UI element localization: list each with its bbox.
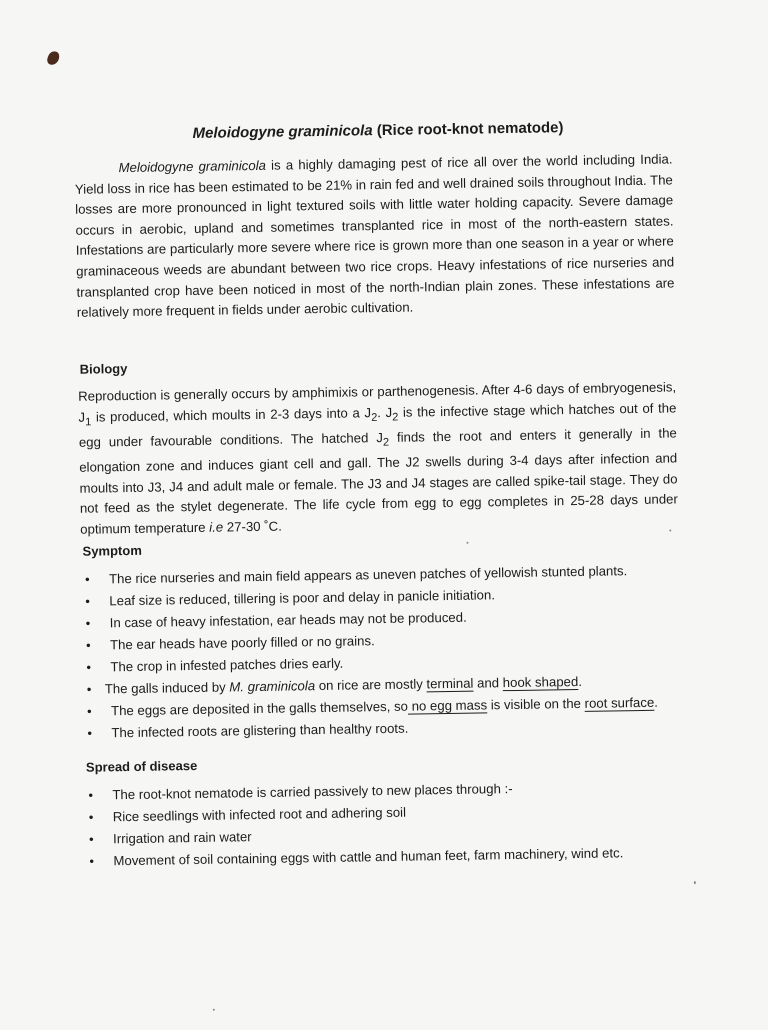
- biology-heading: Biology: [79, 361, 128, 377]
- biology-sub-3: 2: [392, 410, 399, 424]
- list-item: • Movement of soil containing eggs with cattle and human feet, farm machinery, wind etc.: [85, 841, 705, 873]
- intro-species-name: Meloidogyne graminicola: [118, 157, 267, 176]
- biology-text-3: . J: [377, 404, 393, 420]
- galls-species: M. graminicola: [229, 678, 316, 695]
- biology-sub-4: 2: [382, 436, 390, 449]
- list-item: • Rice seedlings with infected root and adhering soil: [85, 797, 705, 829]
- paper-speck: [213, 1009, 215, 1011]
- biology-text-5: finds the root and enters it generally in the elongation zone and induces giant cell and gall. The J2 swells during 3-4 days after infection and moults into J3, J4 and adult male or female. The J3 and J4 stages are called spike-tail stage. They do not feed as the stylet degenerate. The life cycle from egg to egg completes in 25-28 days under optimum temperature: [79, 425, 678, 537]
- intro-text: is a highly damaging pest of rice all over the world including India. Yield loss in rice has been estimated to be 21% in rain fed and well drained soils throughout India. The losses are more pronounced in light textured soils with little water holding capacity. Severe damage occurs in aerobic, upland and sometimes transplanted rice in most of the north-eastern states. Infestations are particularly more severe where rice is grown more than one season in a year or where graminaceous weeds are abundant between two rice crops. Heavy infestations of rice nurseries and transplanted crop have been noticed in most of the north-Indian plain zones. These infestations are relatively more frequent in fields under aerobic cultivation.: [74, 151, 675, 320]
- biology-text-4: is the infective stage which hatches out of the egg under favourable conditions. The hatched J: [78, 399, 677, 450]
- list-item: • Leaf size is reduced, tillering is poor and delay in panicle initiation.: [81, 581, 701, 613]
- list-item: • The root-knot nematode is carried passively to new places through :-: [84, 775, 704, 807]
- list-item: • The infected roots are glistering than healthy roots.: [83, 713, 703, 745]
- list-item: • Irrigation and rain water: [85, 819, 705, 851]
- spread-heading: Spread of disease: [85, 757, 198, 775]
- eggs-text-a: The eggs are deposited in the galls themselves, so: [110, 698, 409, 719]
- biology-paragraph: [78, 377, 678, 540]
- symptom-heading: Symptom: [82, 542, 142, 559]
- title-species-name: Meloidogyne graminicola: [192, 122, 373, 142]
- list-item: • In case of heavy infestation, ear heads may not be produced.: [82, 603, 702, 635]
- list-item: • The crop in infested patches dries early.: [82, 647, 702, 679]
- galls-text-c: and: [473, 675, 503, 691]
- biology-text-2: is produced, which moults in 2-3 days into a J: [91, 404, 372, 425]
- title-common-name: (Rice root-knot nematode): [372, 119, 564, 140]
- galls-text-d: .: [578, 673, 583, 689]
- list-item: • The rice nurseries and main field appears as uneven patches of yellowish stunted plants.: [81, 559, 701, 591]
- eggs-text-c: .: [654, 694, 659, 710]
- eggs-underline-surface: root surface: [584, 694, 655, 711]
- biology-ie: i.e: [209, 519, 224, 535]
- galls-text-b: on rice are mostly: [314, 676, 427, 694]
- spread-list: [84, 775, 705, 873]
- biology-text-6: 27-30 ˚C.: [223, 518, 282, 535]
- galls-underline-hook: hook shaped: [502, 673, 579, 691]
- galls-text-a: The galls induced by: [104, 679, 230, 697]
- biology-sub-1: 1: [85, 415, 92, 428]
- paper-speck: [694, 881, 696, 884]
- galls-underline-terminal: terminal: [426, 675, 474, 692]
- paper-speck: [669, 529, 671, 531]
- symptom-list: [81, 559, 704, 745]
- biology-text-1: Reproduction is generally occurs by amphimixis or parthenogenesis. After 4-6 days of embryogenesis, J: [78, 379, 677, 425]
- list-item: • The ear heads have poorly filled or no grains.: [82, 625, 702, 657]
- ink-blot-mark: [46, 50, 61, 67]
- eggs-text-b: is visible on the: [487, 695, 585, 713]
- eggs-underline-mass: no egg mass: [407, 697, 488, 714]
- paper-speck: [466, 542, 468, 544]
- page-title: [0, 116, 762, 145]
- biology-sub-2: 2: [371, 411, 378, 424]
- intro-paragraph: [74, 149, 675, 323]
